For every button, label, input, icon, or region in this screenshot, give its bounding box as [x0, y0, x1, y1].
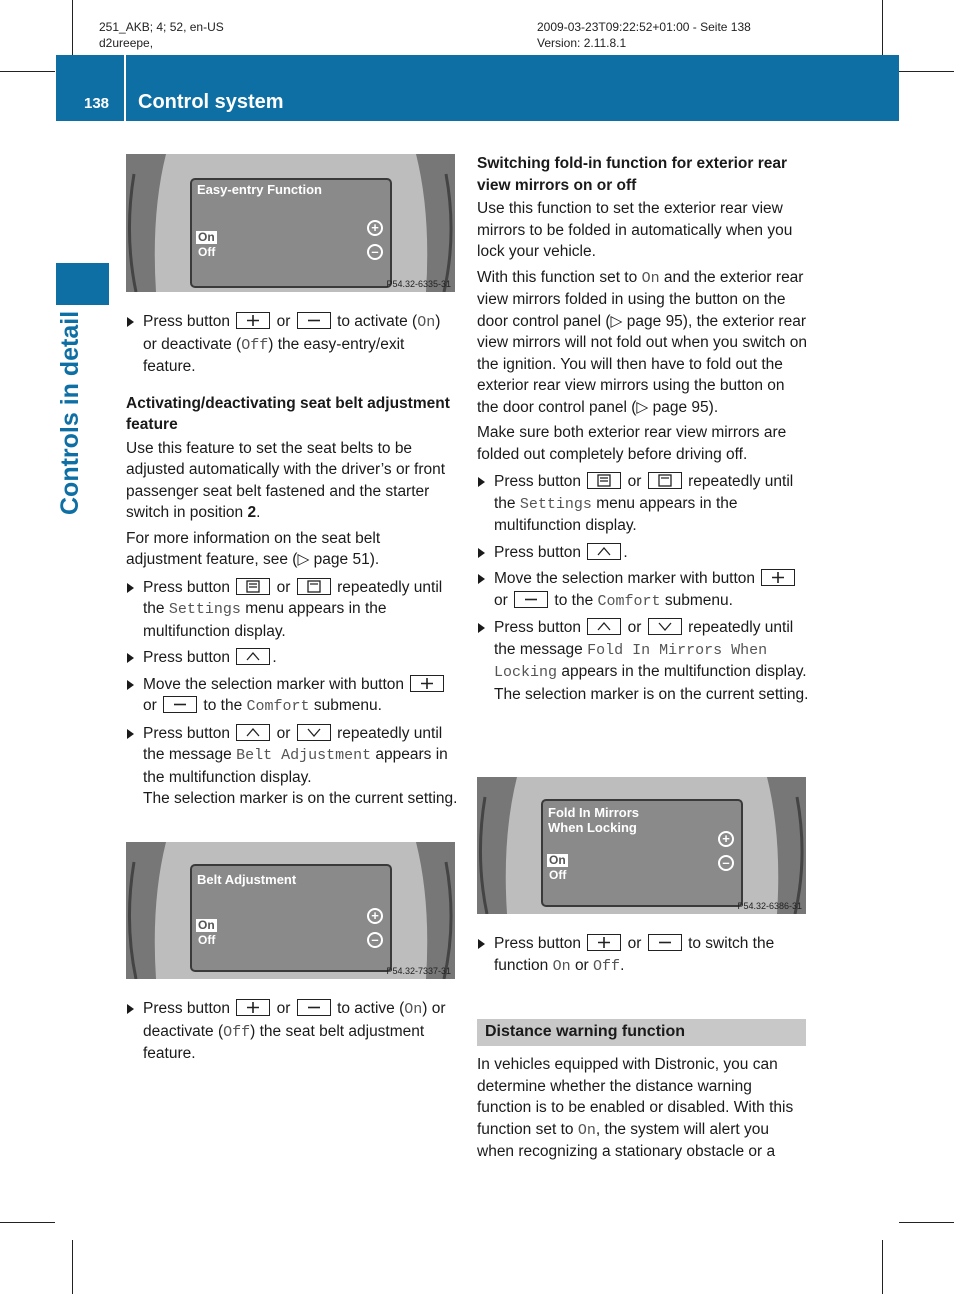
- figure-ref: P54.32-6386-31: [737, 901, 802, 911]
- crop-mark: [899, 71, 954, 72]
- option-off: Off: [198, 933, 216, 947]
- right-column: [477, 153, 809, 710]
- bullet-icon: [478, 574, 485, 584]
- paragraph: Use this feature to set the seat belts to be adjusted automatically with the driver’s or front passenger seat belt fastened and the starter switch in position 2.: [126, 439, 446, 521]
- display-title: Belt Adjustment: [197, 872, 297, 887]
- bullet-icon: [478, 477, 485, 487]
- minus-key-icon: [297, 999, 331, 1016]
- bullet-icon: [127, 653, 134, 663]
- paragraph: With this function set to On and the exterior rear view mirrors folded in using the button on the door control panel (▷ page 95), the exterior rear view mirrors will not fold out when you switch on the ignition. You will then have to fold out the exterior rear view mirrors using the button on the door control panel (▷ page 95).: [477, 268, 807, 416]
- paragraph: Use this function to set the exterior rear view mirrors to be folded in automatically when you lock your vehicle.: [477, 200, 793, 260]
- up-key-icon: [236, 724, 270, 741]
- section-heading: Distance warning function: [477, 1019, 806, 1046]
- display-prev-key-icon: [587, 472, 621, 489]
- plus-key-icon: [761, 569, 795, 586]
- paragraph: For more information on the seat belt adjustment feature, see (▷ page 51).: [126, 529, 381, 568]
- plus-icon: +: [367, 908, 383, 924]
- print-meta-right: 2009-03-23T09:22:52+01:00 - Seite 138 Version: 2.11.8.1: [537, 20, 751, 50]
- down-key-icon: [648, 618, 682, 635]
- up-key-icon: [236, 648, 270, 665]
- step: Press button or to active (On) or deactivate (Off) the seat belt adjustment feature.: [126, 998, 458, 1065]
- crop-mark: [0, 71, 55, 72]
- plus-icon: +: [718, 831, 734, 847]
- plus-key-icon: [587, 934, 621, 951]
- option-on: On: [198, 230, 215, 244]
- step: Move the selection marker with button or to the Comfort submenu.: [477, 568, 809, 612]
- crop-mark: [899, 1222, 954, 1223]
- bullet-icon: [127, 583, 134, 593]
- minus-icon: –: [367, 244, 383, 260]
- plus-key-icon: [410, 675, 444, 692]
- header-divider: [124, 55, 126, 121]
- crop-mark: [72, 1240, 73, 1294]
- bullet-icon: [127, 729, 134, 739]
- subheading: Switching fold-in function for exterior rear view mirrors on or off: [477, 155, 788, 194]
- option-on: On: [549, 853, 566, 867]
- up-key-icon: [587, 618, 621, 635]
- option-off: Off: [198, 245, 216, 259]
- display-title: Easy-entry Function: [197, 182, 322, 197]
- display-prev-key-icon: [236, 578, 270, 595]
- minus-icon: –: [718, 855, 734, 871]
- step: Move the selection marker with button or to the Comfort submenu.: [126, 674, 458, 718]
- bullet-icon: [127, 680, 134, 690]
- step: Press button or to activate (On) or deactivate (Off) the easy-entry/exit feature.: [126, 311, 458, 378]
- right-column-bottom: [477, 933, 809, 982]
- bullet-icon: [478, 548, 485, 558]
- step: Press button or to switch the function On or Off.: [477, 933, 809, 977]
- minus-key-icon: [514, 591, 548, 608]
- bullet-icon: [127, 317, 134, 327]
- figure-ref: P54.32-7337-31: [386, 966, 451, 976]
- figure-easy-entry: [126, 154, 455, 292]
- bullet-icon: [127, 1004, 134, 1014]
- up-key-icon: [587, 543, 621, 560]
- minus-key-icon: [163, 696, 197, 713]
- left-column: [126, 311, 458, 815]
- plus-icon: +: [367, 220, 383, 236]
- step: Press button or repeatedly until the message Belt Adjustment appears in the multifunction display. The selection marker is on the current setting.: [126, 723, 458, 810]
- side-tab: [56, 263, 109, 305]
- left-column-bottom: [126, 998, 458, 1070]
- header-bar: [56, 55, 899, 121]
- paragraph: In vehicles equipped with Distronic, you can determine whether the distance warning function is to be enabled or disabled. With this function set to On, the system will alert you when recognizing a stationary obstacle or a: [477, 1056, 794, 1160]
- crop-mark: [882, 0, 883, 55]
- figure-belt-adjustment: [126, 842, 455, 979]
- step: Press button or repeatedly until the Settings menu appears in the multifunction display.: [477, 471, 809, 537]
- plus-key-icon: [236, 999, 270, 1016]
- page-number: 138: [84, 95, 110, 112]
- bullet-icon: [478, 939, 485, 949]
- subheading: Activating/deactivating seat belt adjustment feature: [126, 394, 450, 433]
- display-next-key-icon: [297, 578, 331, 595]
- minus-icon: –: [367, 932, 383, 948]
- step: Press button .: [126, 647, 458, 669]
- crop-mark: [72, 0, 73, 55]
- paragraph: Make sure both exterior rear view mirrors are folded out completely before driving off.: [477, 424, 787, 463]
- down-key-icon: [297, 724, 331, 741]
- section-title: Control system: [138, 91, 284, 113]
- step: Press button or repeatedly until the Settings menu appears in the multifunction display.: [126, 577, 458, 643]
- display-title: Fold In Mirrors When Locking: [548, 805, 639, 835]
- figure-ref: P54.32-6335-31: [386, 279, 451, 289]
- option-off: Off: [549, 868, 567, 882]
- crop-mark: [0, 1222, 55, 1223]
- crop-mark: [882, 1240, 883, 1294]
- plus-key-icon: [236, 312, 270, 329]
- step: Press button or repeatedly until the message Fold In Mirrors When Locking appears in the multifunction display. The selection marker is on the current setting.: [477, 617, 809, 705]
- right-column-end: [477, 1054, 809, 1167]
- print-meta-left: 251_AKB; 4; 52, en-US d2ureepe,: [99, 20, 224, 50]
- display-next-key-icon: [648, 472, 682, 489]
- figure-fold-in-mirrors: [477, 777, 806, 914]
- step: Press button .: [477, 542, 809, 564]
- bullet-icon: [478, 623, 485, 633]
- option-on: On: [198, 918, 215, 932]
- minus-key-icon: [648, 934, 682, 951]
- minus-key-icon: [297, 312, 331, 329]
